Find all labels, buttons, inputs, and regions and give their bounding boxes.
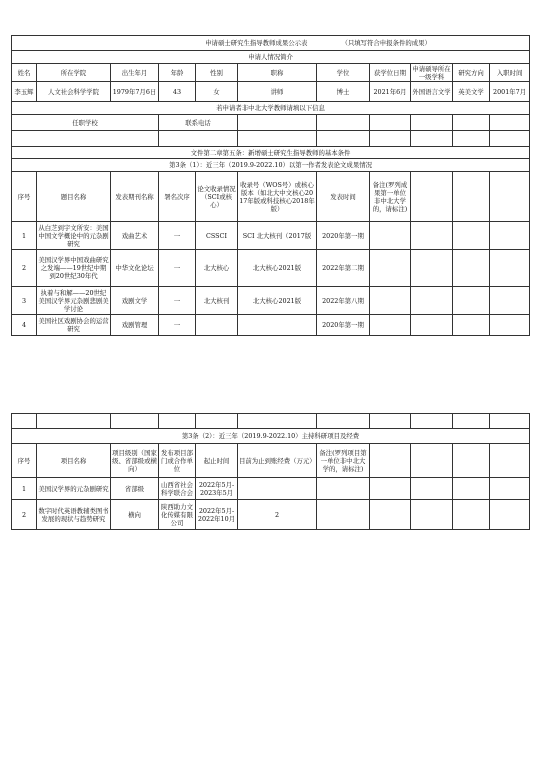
project-unit: 陕西助力文化传媒有限公司: [159, 500, 196, 530]
header-cell: 序号: [12, 172, 37, 222]
paper-index: [196, 315, 238, 336]
project-header-row: [12, 444, 530, 478]
paper-title: 执着与和解——20世纪美国汉学界元杂剧悲剧美学讨论: [38, 288, 109, 313]
paper-no: 2: [12, 250, 37, 287]
header-cell: 入职时间: [490, 64, 530, 82]
paper-index: 北大核心: [196, 250, 238, 287]
header-cell: 出生年月: [111, 64, 159, 82]
header-cell: 目前为止到账经费（万元）: [238, 444, 317, 478]
paper-journal: 戏剧管理: [111, 315, 159, 336]
paper-order: 一: [159, 222, 196, 250]
project-note: [317, 478, 370, 500]
project-period: 2022年5月-2022年10月: [196, 500, 238, 530]
paper-journal: 戏曲艺术: [111, 222, 159, 250]
paper-version: [238, 315, 317, 336]
applicant-header-row: [12, 64, 530, 82]
project-funds: 2: [238, 500, 317, 530]
applicant-gender: 女: [196, 82, 238, 102]
paper-order: 一: [159, 250, 196, 287]
project-period: 2022年5月-2023年5月: [196, 478, 238, 500]
applicant-value-row: [12, 82, 530, 102]
header-cell: 所在学院: [37, 64, 111, 82]
table-row: [12, 287, 530, 315]
applicant-birth: 1979年7月6日: [111, 82, 159, 102]
paper-note: [370, 287, 411, 315]
project-level: 横向: [111, 500, 159, 530]
header-cell: 收录号（WOS号）或核心版本（如北大中文核心2017年版或科技核心2018年版）: [238, 172, 317, 222]
paper-note: [370, 222, 411, 250]
paper-title: 从白芝到宇文所安：美国中国文学概论中的元杂剧研究: [38, 223, 109, 248]
table-title-note: （只填写符合申报条件的成果）: [341, 39, 431, 47]
applicant-discipline: 外国语言文学: [411, 82, 453, 102]
project-no: 2: [12, 500, 37, 530]
header-cell: 题目名称: [37, 172, 111, 222]
table-row: [12, 315, 530, 336]
paper-journal: 中华文化论坛: [111, 250, 159, 287]
project-level: 省部级: [111, 478, 159, 500]
applicant-name: 李玉辉: [12, 82, 37, 102]
table-row: [12, 478, 530, 500]
applicant-degree: 博士: [317, 82, 370, 102]
header-cell: 获学位日期: [370, 64, 411, 82]
table-row: [12, 500, 530, 530]
table-row: [12, 250, 530, 287]
label-school: 任职学校: [12, 115, 159, 131]
paper-date: 2020年第一期: [317, 315, 370, 336]
applicant-research: 英美文学: [453, 82, 490, 102]
paper-order: 一: [159, 287, 196, 315]
header-cell: 年龄: [159, 64, 196, 82]
project-table: [11, 413, 530, 530]
paper-title: 美国社区戏剧协会的运营研究: [37, 315, 111, 336]
header-cell: 论文收录情况（SCI或核心）: [196, 172, 238, 222]
header-cell: 申请硕导所在一级学科: [412, 64, 451, 81]
paper-no: 4: [12, 315, 37, 336]
header-cell: 备注(罗列成果第一单位非中北大学的，请标注): [370, 172, 411, 222]
section-papers: 第3条（1）：近三年（2019.9-2022.10）以第一作者发表论文成果情况: [12, 159, 530, 172]
project-note: [317, 500, 370, 530]
header-cell: 起止时间: [196, 444, 238, 478]
header-cell: 署名次序: [159, 172, 196, 222]
label-phone: 联系电话: [159, 115, 238, 131]
paper-date: 2022年第八期: [317, 287, 370, 315]
applicant-title: 讲师: [238, 82, 317, 102]
applicant-degree-date: 2021年6月: [370, 82, 411, 102]
header-cell: 发布项目部门或合作单位: [159, 444, 196, 478]
header-cell: 性别: [196, 64, 238, 82]
paper-index: 北大核刊: [196, 287, 238, 315]
applicant-join-date: 2001年7月: [490, 82, 530, 102]
paper-note: [370, 250, 411, 287]
section-applicant: 申请人情况简介: [12, 51, 530, 64]
project-funds: [238, 478, 317, 500]
project-no: 1: [12, 478, 37, 500]
section-projects: 第3条（2）：近三年（2019.9-2022.10）主持科研项目及经费: [12, 429, 530, 444]
table-row: [12, 222, 530, 250]
section-conditions: 文件第二章第五条：新增硕士研究生指导教师的基本条件: [12, 147, 530, 159]
header-cell: 项目名称: [37, 444, 111, 478]
paper-no: 1: [12, 222, 37, 250]
paper-date: 2020年第一期: [317, 222, 370, 250]
header-cell: 备注(罗列项目第一单位非中北大学的，请标注): [317, 444, 370, 478]
header-cell: 研究方向: [453, 64, 490, 82]
paper-version: 北大核心2021版: [238, 287, 317, 315]
paper-index: CSSCI: [196, 222, 238, 250]
project-name: 美国汉学界的元杂剧研究: [37, 478, 111, 500]
applicant-college: 人文社会科学学院: [37, 82, 111, 102]
header-cell: 项目级别（国家级、省部级或横向）: [111, 444, 159, 478]
applicant-age: 43: [159, 82, 196, 102]
paper-order: 一: [159, 315, 196, 336]
paper-title: 美国汉学界中国戏曲研究之发端——19世纪中期到20世纪30年代: [37, 250, 111, 287]
blank-row: [12, 131, 530, 147]
header-cell: 发表期刊名称: [111, 172, 159, 222]
project-name: 数字时代英语教辅类图书发展的现状与趋势研究: [37, 500, 111, 530]
paper-date: 2022年第二期: [317, 250, 370, 287]
achievement-table: [11, 35, 530, 336]
paper-header-row: [12, 172, 530, 222]
paper-journal: 戏剧文学: [111, 287, 159, 315]
nonfaculty-row: [12, 115, 530, 131]
paper-note: [370, 315, 411, 336]
header-cell: 职称: [238, 64, 317, 82]
section-nonfaculty: 若申请者非中北大学教师请填以下信息: [12, 102, 530, 115]
blank-row: [12, 414, 530, 429]
paper-no: 3: [12, 287, 37, 315]
header-cell: 发表时间: [317, 172, 370, 222]
header-cell: 姓名: [12, 64, 37, 82]
paper-version: SCI 北大核刊（2017版: [238, 222, 317, 250]
table-title-row: [12, 36, 530, 51]
header-cell: 序号: [12, 444, 37, 478]
table-title: 申请硕士研究生指导教师成果公示表: [205, 39, 308, 47]
paper-version: 北大核心2021版: [238, 250, 317, 287]
project-unit: 山西省社会科学联合会: [159, 478, 196, 500]
header-cell: 学位: [317, 64, 370, 82]
